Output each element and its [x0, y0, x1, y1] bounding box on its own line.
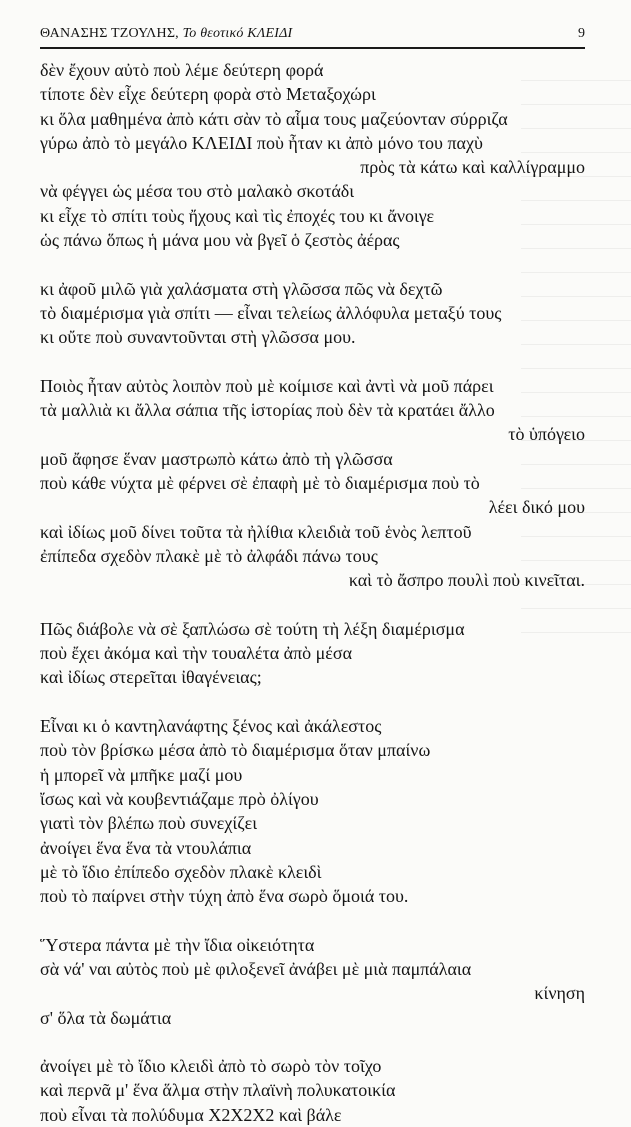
poem-line: ὡς πάνω ὅπως ἡ μάνα μου νὰ βγεῖ ὁ ζεστὸς ἀέρας	[40, 230, 400, 251]
poem-line: καὶ περνᾶ μ' ἕνα ἅλμα στὴν πλαϊνὴ πολυκατοικία	[40, 1080, 396, 1101]
page-number: 9	[578, 26, 585, 41]
poem-line: κι οὔτε ποὺ συναντοῦνται στὴ γλῶσσα μου.	[40, 327, 356, 348]
poem-line: ἐπίπεδα σχεδὸν πλακὲ μὲ τὸ ἀλφάδι πάνω τους	[40, 545, 378, 566]
stanza-break	[40, 690, 585, 714]
header-rule	[40, 47, 585, 49]
poem-line: Ὕστερα πάντα μὲ τὴν ἴδια οἰκειότητα	[40, 934, 315, 955]
poem-line: ἀνοίγει μὲ τὸ ἴδιο κλειδὶ ἀπὸ τὸ σωρὸ τὸν τοῖχο	[40, 1056, 382, 1077]
poem-line: καὶ ἰδίως μοῦ δίνει τοῦτα τὰ ἠλίθια κλειδιὰ τοῦ ἑνὸς λεπτοῦ	[40, 521, 472, 542]
poem-line: ποὺ ἔχει ἀκόμα καὶ τὴν τουαλέτα ἀπὸ μέσα	[40, 643, 352, 664]
poem-line: τὸ ὑπόγειο	[508, 424, 585, 445]
stanza-break	[40, 252, 585, 276]
poem-line: γύρω ἀπὸ τὸ μεγάλο ΚΛΕΙΔΙ ποὺ ἦταν κι ἀπὸ μόνο του παχὺ	[40, 132, 483, 153]
poem-line: γιατὶ τὸν βλέπω ποὺ συνεχίζει	[40, 813, 258, 834]
stanza-break	[40, 908, 585, 932]
poem-line: ποὺ τὸ παίρνει στὴν τύχη ἀπὸ ἕνα σωρὸ ὅμοιά του.	[40, 886, 409, 907]
poem-line: ἡ μπορεῖ νὰ μπῆκε μαζί μου	[40, 764, 243, 785]
poem-line: ποὺ κάθε νύχτα μὲ φέρνει σὲ ἐπαφὴ μὲ τὸ διαμέρισμα ποὺ τὸ	[40, 473, 480, 494]
poem-line: σὰ νά' ναι αὐτὸς ποὺ μὲ φιλοξενεῖ ἀνάβει μὲ μιὰ παμπάλαια	[40, 958, 472, 979]
poem-line: καὶ ἰδίως στερεῖται ἰθαγένειας;	[40, 667, 262, 688]
poem-line: σ' ὅλα τὰ δωμάτια	[40, 1007, 172, 1028]
poem-line: Ποιὸς ἦταν αὐτὸς λοιπὸν ποὺ μὲ κοίμισε καὶ ἀντὶ νὰ μοῦ πάρει	[40, 375, 494, 396]
poem-line: ἴσως καὶ νὰ κουβεντιάζαμε πρὸ ὀλίγου	[40, 788, 319, 809]
running-header	[40, 26, 585, 48]
header-left	[40, 26, 292, 42]
poem-line: τὰ μαλλιὰ κι ἄλλα σάπια τῆς ἱστορίας ποὺ δὲν τὰ κρατάει ἄλλο	[40, 400, 495, 421]
poem-line: κι ἀφοῦ μιλῶ γιὰ χαλάσματα στὴ γλῶσσα πῶς νὰ δεχτῶ	[40, 278, 443, 299]
poem-line: καὶ τὸ ἄσπρο πουλὶ ποὺ κινεῖται.	[348, 570, 585, 591]
poem-body	[40, 58, 585, 1127]
poem-line: νὰ φέγγει ὡς μέσα του στὸ μαλακὸ σκοτάδι	[40, 181, 355, 202]
poem-line: κι ὅλα μαθημένα ἀπὸ κάτι σὰν τὸ αἷμα τους μαζεύονταν σύρριζα	[40, 108, 508, 129]
poem-line: κι εἶχε τὸ σπίτι τοὺς ἤχους καὶ τὶς ἐποχές του κι ἄνοιγε	[40, 205, 435, 226]
poem-line: πρὸς τὰ κάτω καὶ καλλίγραμμο	[360, 157, 585, 178]
poem-line: ποὺ εἶναι τὰ πολύδυμα Χ2Χ2Χ2 καὶ βάλε	[40, 1104, 342, 1125]
poem-line: μοῦ ἄφησε ἕναν μαστρωπὸ κάτω ἀπὸ τὴ γλῶσσα	[40, 448, 393, 469]
poem-line: δὲν ἔχουν αὐτὸ ποὺ λέμε δεύτερη φορά	[40, 60, 324, 80]
poem-line: λέει δικό μου	[488, 497, 585, 518]
header-title: Το θεοτικό ΚΛΕΙΔΙ	[182, 26, 293, 41]
poem-line: Πῶς διάβολε νὰ σὲ ξαπλώσω σὲ τούτη τὴ λέξη διαμέρισμα	[40, 618, 465, 639]
poem-line: ἀνοίγει ἕνα ἕνα τὰ ντουλάπια	[40, 837, 252, 858]
header-author: ΘΑΝΑΣΗΣ ΤΖΟΥΛΗΣ,	[40, 26, 179, 41]
poem-line: τίποτε δὲν εἶχε δεύτερη φορὰ στὸ Μεταξοχώρι	[40, 84, 376, 105]
poem-line: κίνηση	[534, 983, 585, 1004]
poem-line: τὸ διαμέρισμα γιὰ σπίτι — εἶναι τελείως ἀλλόφυλα μεταξύ τους	[40, 302, 502, 323]
stanza-break	[40, 1030, 585, 1054]
poem-line: μὲ τὸ ἴδιο ἐπίπεδο σχεδὸν πλακὲ κλειδὶ	[40, 861, 322, 882]
stanza-break	[40, 593, 585, 617]
poem-line: ποὺ τὸν βρίσκω μέσα ἀπὸ τὸ διαμέρισμα ὅταν μπαίνω	[40, 740, 431, 761]
stanza-break	[40, 350, 585, 374]
poem-line: Εἶναι κι ὁ καντηλανάφτης ξένος καὶ ἀκάλεστος	[40, 716, 382, 737]
